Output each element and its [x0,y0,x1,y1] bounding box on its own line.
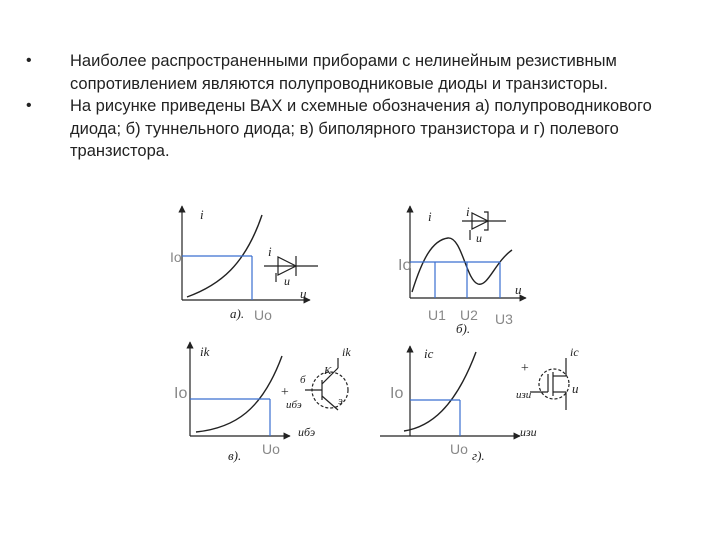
a-caption: а). [230,306,245,321]
bullet-dot: • [26,97,32,114]
c-sym-k: К [324,365,332,377]
d-iv-curve [404,352,476,431]
d-fet-circle [539,369,569,399]
c-bjt-emitter [322,396,338,410]
a-y-label: i [200,207,204,222]
bullet-text: Наиболее распространенными приборами с нелинейным резистивным сопротивлением являются полупроводниковые диоды и транзисторы. [70,52,617,93]
c-uo-label: Uo [262,441,280,457]
bullet-dot: • [26,52,32,69]
d-uo-label: Uo [450,441,468,457]
d-y-label: ic [424,346,434,361]
d-sym-plus: + [520,361,530,376]
d-sym-uzi: uзи [516,389,532,401]
c-sym-e: э [338,395,343,407]
b-sym-i: i [466,204,470,219]
a-io-label: Io [170,249,182,265]
d-x-label: uзи [520,425,537,439]
b-u2-label: U2 [460,307,478,323]
c-sym-plus: + [280,385,290,400]
d-caption: г). [472,448,485,463]
b-y-label: i [428,209,432,224]
b-sym-u: u [476,231,482,245]
d-sym-u: u [572,381,579,396]
c-sym-b: б [300,374,306,386]
a-sym-u: u [284,274,290,288]
c-y-label: ik [200,344,210,359]
d-io-label: Io [390,385,404,402]
a-x-label: u [300,286,307,301]
a-uo-label: Uo [254,307,272,323]
panel-c [190,342,348,436]
b-u3-label: U3 [495,311,513,327]
c-caption: в). [228,448,242,463]
b-u1-label: U1 [428,307,446,323]
c-io-label: Io [174,385,188,402]
b-x-label: u [515,282,522,297]
panel-d [380,346,569,436]
d-sym-ic: ic [570,345,579,359]
c-sym-ik: ik [342,345,351,359]
bullet-text: На рисунке приведены ВАХ и схемные обозначения а) полупроводникового диода; б) туннельного диода; в) биполярного транзистора и г) полевого транзистора. [70,97,652,160]
b-iv-curve [412,238,512,292]
c-sym-ube: uбэ [286,399,302,411]
c-iv-curve [196,356,282,432]
a-sym-i: i [268,244,272,259]
c-x-label: uбэ [298,425,316,439]
b-caption: б). [456,321,471,336]
b-io-label: Io [398,257,412,274]
